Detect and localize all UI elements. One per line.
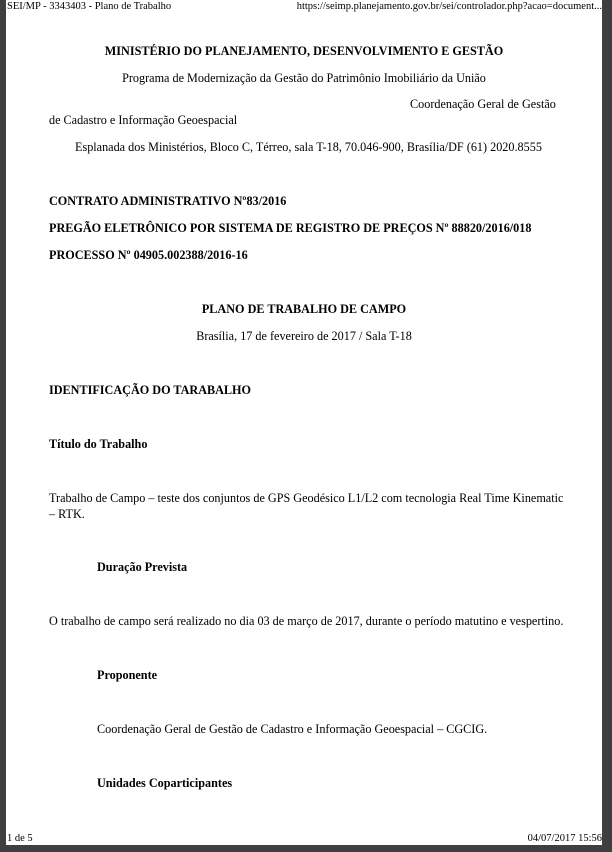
duration-label: Duração Prevista xyxy=(97,560,188,574)
identification-heading: IDENTIFICAÇÃO DO TARABALHO xyxy=(49,383,252,397)
proponent-text: Coordenação Geral de Gestão de Cadastro e Informação Geoespacial – CGCIG. xyxy=(97,722,488,736)
ministry-name: MINISTÉRIO DO PLANEJAMENTO, DESENVOLVIMENTO E GESTÃO xyxy=(104,44,504,58)
coordination-line-1: Coordenação Geral de Gestão xyxy=(410,97,556,111)
print-datetime: 04/07/2017 15:56 xyxy=(527,833,602,844)
coordination-line-2: de Cadastro e Informação Geoespacial xyxy=(49,113,238,127)
units-label: Unidades Coparticipantes xyxy=(97,776,233,790)
program-name: Programa de Modernização da Gestão do Patrimônio Imobiliário da União xyxy=(122,71,486,85)
contract-number: CONTRATO ADMINISTRATIVO Nº83/2016 xyxy=(49,194,287,208)
address: Esplanada dos Ministérios, Bloco C, Térreo, sala T-18, 70.046-900, Brasília/DF (61) 2020.8555 xyxy=(75,140,542,154)
page-number: 1 de 5 xyxy=(7,833,33,844)
auction-number: PREGÃO ELETRÔNICO POR SISTEMA DE REGISTRO DE PREÇOS Nº 88820/2016/018 xyxy=(49,221,532,235)
document-page xyxy=(6,0,602,845)
document-title: PLANO DE TRABALHO DE CAMPO xyxy=(201,302,407,316)
duration-text: O trabalho de campo será realizado no dia 03 de março de 2017, durante o período matutino e vespertino. xyxy=(49,614,564,628)
print-header-url: https://seimp.planejamento.gov.br/sei/controlador.php?acao=document... xyxy=(296,1,602,12)
work-title-text-line-2: – RTK. xyxy=(49,507,85,521)
work-title-text-line-1: Trabalho de Campo – teste dos conjuntos de GPS Geodésico L1/L2 com tecnologia Real Time Kinematic xyxy=(49,491,564,505)
process-number: PROCESSO Nº 04905.002388/2016-16 xyxy=(49,248,248,262)
place-date: Brasília, 17 de fevereiro de 2017 / Sala T-18 xyxy=(196,329,412,343)
work-title-label: Título do Trabalho xyxy=(49,437,148,451)
proponent-label: Proponente xyxy=(97,668,158,682)
print-header-title: SEI/MP - 3343403 - Plano de Trabalho xyxy=(7,1,172,12)
